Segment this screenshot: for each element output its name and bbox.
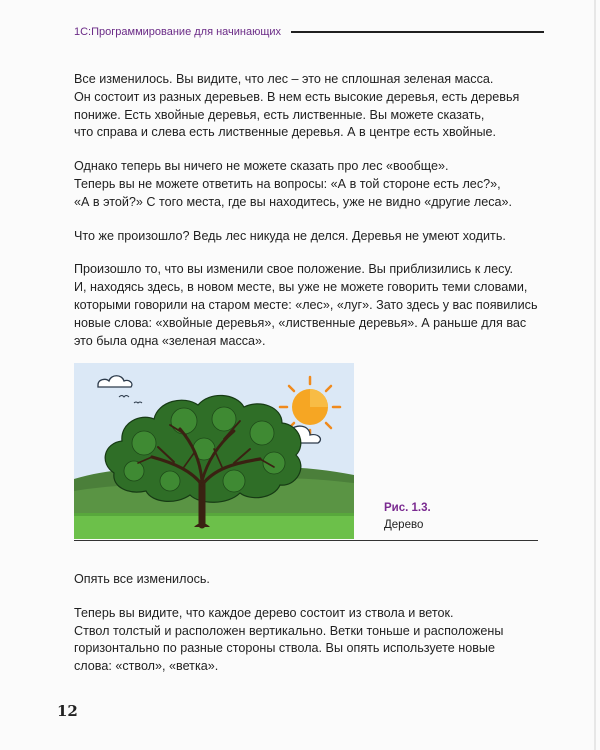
text-line: И, находясь здесь, в новом месте, вы уже не можете говорить теми словами, xyxy=(74,280,528,295)
figure-caption xyxy=(384,500,431,534)
grass xyxy=(74,513,354,539)
text-line: Однако теперь вы ничего не можете сказать про лес «вообще». xyxy=(74,159,449,174)
running-header xyxy=(74,24,544,40)
text-line: которыми говорили на старом месте: «лес», «луг». Зато здесь у вас появились xyxy=(74,297,538,312)
figure-number: Рис. 1.3. xyxy=(384,502,431,514)
paragraph xyxy=(74,158,544,211)
figure-1-3 xyxy=(74,363,538,541)
figure-rule xyxy=(74,540,538,541)
text-line: Теперь вы видите, что каждое дерево состоит из ствола и веток. xyxy=(74,605,454,620)
page-number: 12 xyxy=(57,702,78,720)
text-line: Все изменилось. Вы видите, что лес – это не сплошная зеленая масса. xyxy=(74,72,494,86)
text-line: новые слова: «хвойные деревья», «лиственные деревья». А раньше для вас xyxy=(74,315,527,330)
text-line: «А в этой?» С того места, где вы находитесь, уже не видно «другие леса». xyxy=(74,194,513,209)
body-text-top xyxy=(74,71,544,400)
paragraph xyxy=(74,571,544,589)
paragraph xyxy=(74,261,544,350)
text-line: что справа и слева есть лиственные деревья. А в центре есть хвойные. xyxy=(74,125,497,140)
text-line: слова: «ствол», «ветка». xyxy=(74,659,219,674)
text-line: Что же произошло? Ведь лес никуда не делся. Деревья не умеют ходить. xyxy=(74,228,506,243)
text-line: пониже. Есть хвойные деревья, есть лиственные. Вы можете сказать, xyxy=(74,107,485,122)
figure-caption-text: Дерево xyxy=(384,519,424,531)
text-line: это была одна «зеленая масса». xyxy=(74,333,266,348)
text-line: Теперь вы не можете ответить на вопросы: «А в той стороне есть лес?», xyxy=(74,176,501,191)
text-line: Опять все изменилось. xyxy=(74,572,210,586)
paragraph xyxy=(74,71,544,142)
header-rule xyxy=(291,31,544,33)
text-line: Ствол толстый и расположен вертикально. Ветки тоньше и расположены xyxy=(74,623,504,638)
text-line: горизонтально по разные стороны ствола. Вы опять используете новые xyxy=(74,641,495,656)
body-text-bottom xyxy=(74,571,544,692)
text-line: Произошло то, что вы изменили свое положение. Вы приблизились к лесу. xyxy=(74,262,513,277)
book-title: 1С:Программирование для начинающих xyxy=(74,26,282,38)
page-edge xyxy=(594,0,596,750)
paragraph xyxy=(74,605,544,676)
tree-illustration xyxy=(74,363,354,539)
text-line: Он состоит из разных деревьев. В нем есть высокие деревья, есть деревья xyxy=(74,89,520,104)
paragraph xyxy=(74,228,544,246)
